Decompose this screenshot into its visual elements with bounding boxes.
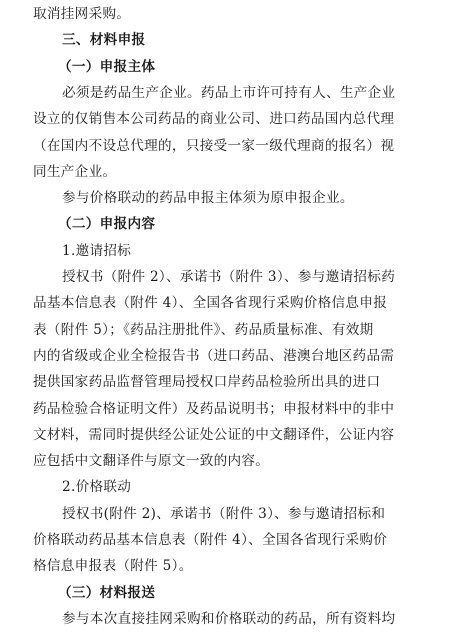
list-heading-invited-bidding: 1.邀请招标 — [62, 242, 132, 259]
list-heading-price-linkage: 2.价格联动 — [62, 479, 132, 496]
paragraph-line: 设立的仅销售本公司药品的商业公司、进口药品国内总代理 — [33, 111, 395, 128]
subsection-heading-submission: （三）材料报送 — [58, 584, 156, 601]
paragraph-line: 药品检验合格证明文件）及药品说明书；申报材料中的非中 — [33, 400, 395, 417]
paragraph-line: 品基本信息表（附件 4）、全国各省现行采购价格信息申报 — [33, 295, 388, 312]
paragraph-line: 同生产企业。 — [33, 163, 117, 180]
subsection-heading-content: （二）申报内容 — [58, 216, 156, 233]
paragraph-line: 表（附件 5）；《药品注册批件》、药品质量标准、有效期 — [33, 321, 374, 338]
paragraph-line: 授权书(附件 2)、承诺书（附件 3）、参与邀请招标和 — [62, 505, 386, 522]
subsection-heading-declarant: （一）申报主体 — [58, 58, 156, 75]
text-line-prev-section-end: 取消挂网采购。 — [33, 6, 131, 22]
paragraph-line: 价格联动药品基本信息表（附件 4）、全国各省现行采购价 — [33, 532, 388, 548]
paragraph-line: 内的省级或企业全检报告书（进口药品、港澳台地区药品需 — [33, 347, 395, 364]
paragraph-line: 参与本次直接挂网采购和价格联动的药品，所有资料均 — [62, 610, 396, 627]
paragraph-line: 格信息申报表（附件 5）。 — [33, 558, 193, 575]
paragraph-line: 必须是药品生产企业。药品上市许可持有人、生产企业 — [62, 84, 396, 101]
paragraph-line: 应包括中文翻译件与原文一致的内容。 — [33, 453, 270, 470]
section-heading-material-declaration: 三、材料申报 — [62, 32, 146, 49]
paragraph-line: （在国内不设总代理的，只接受一家一级代理商的报名）视 — [33, 137, 395, 154]
paragraph-line: 文材料，需同时提供经公证处公证的中文翻译件，公证内容 — [33, 426, 395, 443]
paragraph-line: 授权书（附件 2）、承诺书（附件 3）、参与邀请招标药 — [62, 269, 396, 285]
paragraph-line: 提供国家药品监督管理局授权口岸药品检验所出具的进口 — [33, 374, 381, 391]
paragraph-line: 参与价格联动的药品申报主体须为原申报企业。 — [62, 190, 354, 207]
